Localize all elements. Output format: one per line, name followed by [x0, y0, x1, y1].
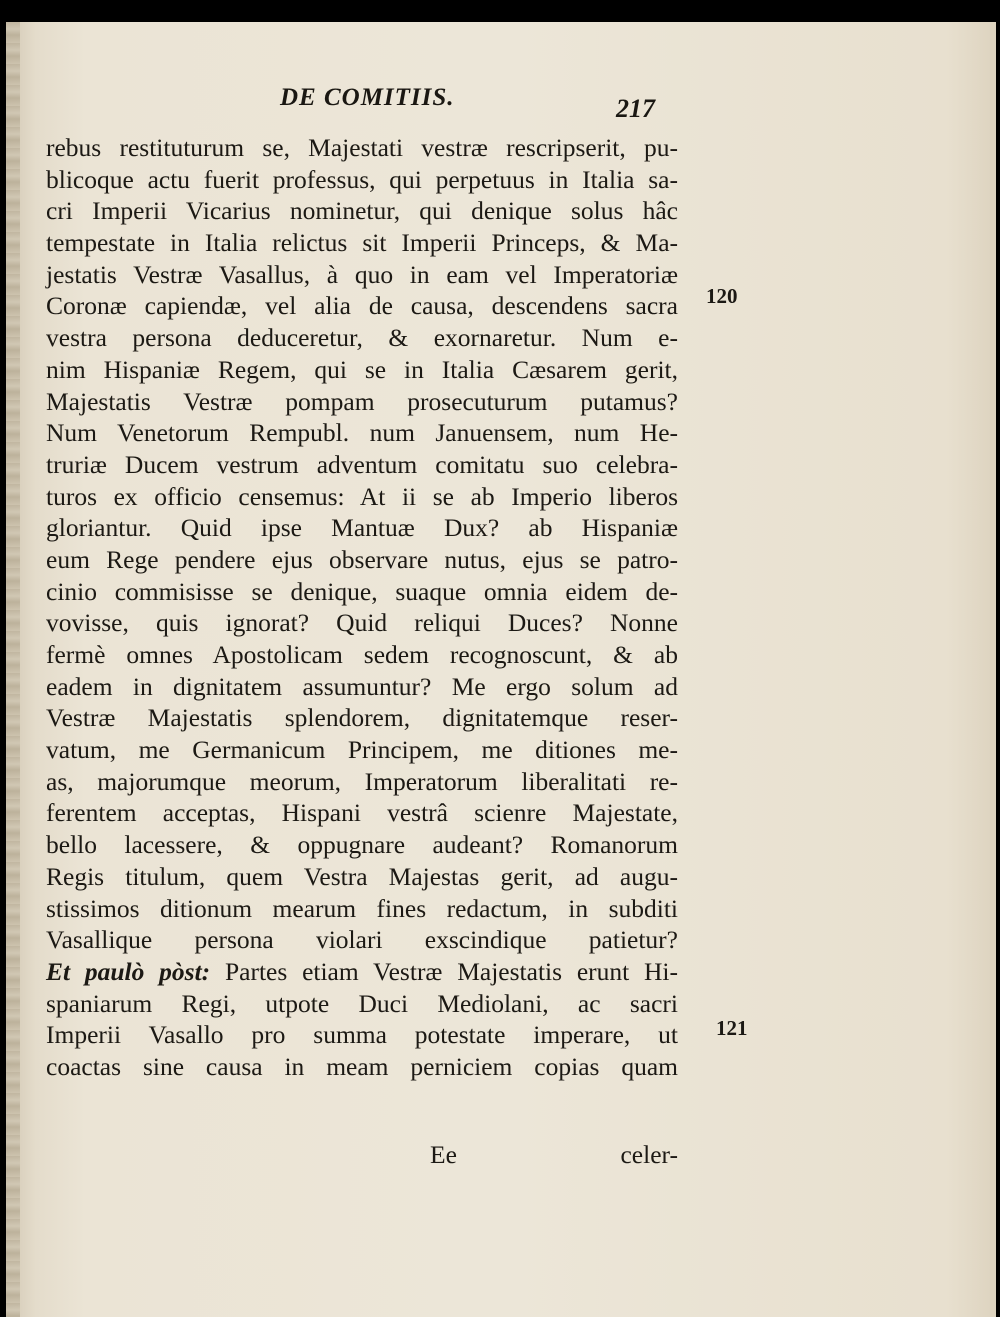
- text-line: Majestatis Vestræ pompam prosecuturum putamus?: [46, 386, 678, 416]
- text-line: cri Imperii Vicarius nominetur, qui denique solus hâc: [46, 196, 678, 226]
- body-text: [46, 132, 678, 1083]
- text-line: turos ex officio censemus: At ii se ab Imperio liberos: [46, 481, 678, 511]
- text-line: vatum, me Germanicum Principem, me ditiones me-: [46, 735, 678, 765]
- text-line: Vasallique persona violari exscindique patietur?: [46, 925, 678, 955]
- text-line: Vestræ Majestatis splendorem, dignitatemque reser-: [46, 703, 678, 733]
- text-line: vestra persona deduceretur, & exornaretur. Num e-: [46, 323, 678, 353]
- text-line-with-italic: [46, 956, 678, 988]
- text-line: vovisse, quis ignorat? Quid reliqui Duces? Nonne: [46, 608, 678, 638]
- page-number: 217: [616, 94, 655, 123]
- text-line: truriæ Ducem vestrum adventum comitatu suo celebra-: [46, 449, 678, 479]
- catchword: celer-: [620, 1140, 678, 1169]
- text-line: Regis titulum, quem Vestra Majestas gerit, ad augu-: [46, 861, 678, 891]
- book-page: [6, 22, 996, 1317]
- text-segment: Partes etiam Vestræ Majestatis erunt Hi-: [224, 956, 678, 986]
- signature-mark: Ee: [430, 1140, 457, 1169]
- text-line: eadem in dignitatem assumuntur? Me ergo solum ad: [46, 671, 678, 701]
- text-line: rebus restituturum se, Majestati vestræ rescripserit, pu-: [46, 133, 678, 162]
- margin-note: 121: [716, 1016, 748, 1040]
- text-line: tempestate in Italia relictus sit Imperii Princeps, & Ma-: [46, 228, 678, 258]
- text-line: Imperii Vasallo pro summa potestate imperare, ut: [46, 1020, 678, 1050]
- page-footer: [46, 1140, 678, 1174]
- text-line: bello lacessere, & oppugnare audeant? Romanorum: [46, 830, 678, 860]
- text-line: Num Venetorum Rempubl. num Januensem, num He-: [46, 418, 678, 448]
- text-line: ferentem acceptas, Hispani vestrâ scienre Majestate,: [46, 798, 678, 828]
- margin-note: 120: [706, 284, 738, 308]
- text-line: fermè omnes Apostolicam sedem recognoscunt, & ab: [46, 640, 678, 669]
- text-line: stissimos ditionum mearum fines redactum, in subditi: [46, 893, 678, 923]
- text-line: spaniarum Regi, utpote Duci Mediolani, ac sacri: [46, 988, 678, 1018]
- text-line: gloriantur. Quid ipse Mantuæ Dux? ab Hispaniæ: [46, 513, 678, 543]
- page-gutter-edge: [6, 22, 20, 1317]
- text-line: nim Hispaniæ Regem, qui se in Italia Cæsarem gerit,: [46, 354, 678, 384]
- text-line: cinio commisisse se denique, suaque omnia eidem de-: [46, 576, 678, 606]
- text-line: blicoque actu fuerit professus, qui perpetuus in Italia sa-: [46, 164, 678, 194]
- running-title: DE COMITIIS.: [280, 84, 455, 111]
- text-line: eum Rege pendere ejus observare nutus, ejus se patro-: [46, 544, 678, 574]
- text-line: as, majorumque meorum, Imperatorum liberalitati re-: [46, 766, 678, 796]
- text-line: coactas sine causa in meam perniciem copias quam: [46, 1051, 678, 1081]
- text-line: jestatis Vestræ Vasallus, à quo in eam vel Imperatoriæ: [46, 259, 678, 289]
- text-line: Coronæ capiendæ, vel alia de causa, descendens sacra: [46, 291, 678, 321]
- italic-phrase: Et paulò pòst:: [46, 956, 211, 986]
